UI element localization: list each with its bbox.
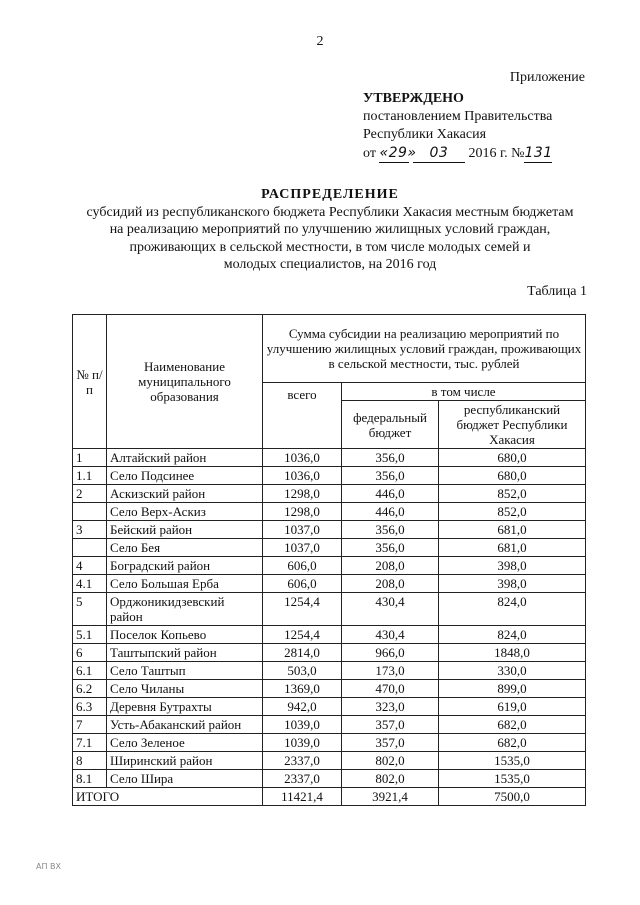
row-name: Село Шира — [107, 770, 263, 788]
row-total: 1039,0 — [263, 716, 342, 734]
row-federal: 357,0 — [342, 734, 439, 752]
row-name: Село Верх-Аскиз — [107, 503, 263, 521]
row-name: Аскизский район — [107, 485, 263, 503]
row-num: 3 — [73, 521, 107, 539]
row-total: 1037,0 — [263, 521, 342, 539]
table-row — [73, 626, 586, 644]
row-total: 1036,0 — [263, 449, 342, 467]
total-label: ИТОГО — [73, 788, 263, 806]
row-regional: 398,0 — [439, 557, 586, 575]
row-num: 6.1 — [73, 662, 107, 680]
header-federal: федеральный бюджет — [342, 401, 439, 449]
title-heading: РАСПРЕДЕЛЕНИЕ — [261, 187, 399, 202]
row-name: Село Бея — [107, 539, 263, 557]
table-row — [73, 449, 586, 467]
row-total: 1254,4 — [263, 626, 342, 644]
total-row — [73, 788, 586, 806]
row-regional: 681,0 — [439, 539, 586, 557]
row-regional: 824,0 — [439, 593, 586, 626]
title-line3: проживающих в сельской местности, в том числе молодых семей и — [129, 239, 531, 255]
row-name: Алтайский район — [107, 449, 263, 467]
row-regional: 852,0 — [439, 485, 586, 503]
approval-block — [363, 90, 552, 163]
approved-label: УТВЕРЖДЕНО — [363, 91, 464, 106]
row-regional: 398,0 — [439, 575, 586, 593]
row-name: Село Зеленое — [107, 734, 263, 752]
page-number: 2 — [316, 34, 324, 49]
table-row — [73, 770, 586, 788]
row-regional: 852,0 — [439, 503, 586, 521]
row-federal: 446,0 — [342, 503, 439, 521]
header-sum: Сумма субсидии на реализацию мероприятий по улучшению жилищных условий граждан, проживающих в сельской местности, тыс. рублей — [263, 315, 586, 383]
row-federal: 966,0 — [342, 644, 439, 662]
row-federal: 356,0 — [342, 449, 439, 467]
row-name: Село Подсинее — [107, 467, 263, 485]
row-regional: 1535,0 — [439, 752, 586, 770]
header-including: в том числе — [342, 383, 586, 401]
row-name: Бейский район — [107, 521, 263, 539]
row-num: 1.1 — [73, 467, 107, 485]
row-num: 7 — [73, 716, 107, 734]
row-federal: 173,0 — [342, 662, 439, 680]
table-row — [73, 716, 586, 734]
table-row — [73, 467, 586, 485]
row-federal: 446,0 — [342, 485, 439, 503]
date-month: 03 — [413, 144, 465, 163]
row-federal: 356,0 — [342, 521, 439, 539]
row-num: 7.1 — [73, 734, 107, 752]
table-body — [73, 449, 586, 788]
row-regional: 681,0 — [439, 521, 586, 539]
table-row — [73, 644, 586, 662]
table-row — [73, 752, 586, 770]
title-line4: молодых специалистов, на 2016 год — [223, 257, 437, 272]
table-row — [73, 521, 586, 539]
header-num: № п/п — [73, 315, 107, 449]
row-regional: 680,0 — [439, 467, 586, 485]
row-name: Боградский район — [107, 557, 263, 575]
row-federal: 470,0 — [342, 680, 439, 698]
row-total: 1298,0 — [263, 485, 342, 503]
table-row — [73, 539, 586, 557]
appendix-label: Приложение — [509, 70, 585, 85]
row-regional: 619,0 — [439, 698, 586, 716]
row-num: 8 — [73, 752, 107, 770]
footer-mark: АП ВХ — [36, 862, 61, 871]
row-name: Деревня Бутрахты — [107, 698, 263, 716]
subsidy-table — [72, 314, 586, 806]
row-regional: 682,0 — [439, 734, 586, 752]
row-total: 1036,0 — [263, 467, 342, 485]
table-row — [73, 593, 586, 626]
header-name: Наименование муниципального образования — [107, 315, 263, 449]
row-regional: 899,0 — [439, 680, 586, 698]
row-num: 8.1 — [73, 770, 107, 788]
document-title — [0, 186, 640, 274]
total-regional: 7500,0 — [439, 788, 586, 806]
title-line2: на реализацию мероприятий по улучшению жилищных условий граждан, — [109, 222, 551, 237]
date-day: «29» — [379, 145, 417, 161]
row-total: 503,0 — [263, 662, 342, 680]
row-federal: 430,4 — [342, 626, 439, 644]
row-name: Ширинский район — [107, 752, 263, 770]
row-total: 1369,0 — [263, 680, 342, 698]
row-num: 5 — [73, 593, 107, 626]
title-line1: субсидий из республиканского бюджета Республики Хакасия местным бюджетам — [86, 204, 574, 220]
row-total: 942,0 — [263, 698, 342, 716]
row-total: 606,0 — [263, 557, 342, 575]
row-name: Село Большая Ерба — [107, 575, 263, 593]
table-row — [73, 734, 586, 752]
row-federal: 208,0 — [342, 575, 439, 593]
row-num: 4.1 — [73, 575, 107, 593]
row-total: 2337,0 — [263, 770, 342, 788]
row-federal: 430,4 — [342, 593, 439, 626]
row-total: 1254,4 — [263, 593, 342, 626]
date-prefix: от — [363, 146, 376, 161]
date-year: 2016 г. № — [468, 146, 525, 161]
row-regional: 824,0 — [439, 626, 586, 644]
row-federal: 802,0 — [342, 770, 439, 788]
row-num: 6.3 — [73, 698, 107, 716]
approved-line1: постановлением Правительства — [363, 109, 553, 124]
row-name: Орджоникидзевский район — [107, 593, 263, 626]
row-total: 2337,0 — [263, 752, 342, 770]
row-regional: 1848,0 — [439, 644, 586, 662]
row-num: 6.2 — [73, 680, 107, 698]
row-num — [73, 539, 107, 557]
row-federal: 208,0 — [342, 557, 439, 575]
row-federal: 356,0 — [342, 467, 439, 485]
table-row — [73, 662, 586, 680]
row-num: 5.1 — [73, 626, 107, 644]
table-label: Таблица 1 — [527, 284, 587, 299]
approval-date — [363, 144, 552, 163]
row-regional: 1535,0 — [439, 770, 586, 788]
row-total: 2814,0 — [263, 644, 342, 662]
row-name: Таштыпский район — [107, 644, 263, 662]
approved-line2: Республики Хакасия — [363, 127, 487, 142]
row-num: 6 — [73, 644, 107, 662]
row-num: 1 — [73, 449, 107, 467]
row-name: Село Таштып — [107, 662, 263, 680]
row-num: 4 — [73, 557, 107, 575]
doc-number: 131 — [524, 145, 553, 161]
row-num: 2 — [73, 485, 107, 503]
row-name: Поселок Копьево — [107, 626, 263, 644]
row-num — [73, 503, 107, 521]
table-row — [73, 680, 586, 698]
table-row — [73, 485, 586, 503]
row-name: Село Чиланы — [107, 680, 263, 698]
total-federal: 3921,4 — [342, 788, 439, 806]
row-total: 1039,0 — [263, 734, 342, 752]
row-federal: 802,0 — [342, 752, 439, 770]
row-federal: 323,0 — [342, 698, 439, 716]
row-regional: 682,0 — [439, 716, 586, 734]
row-total: 606,0 — [263, 575, 342, 593]
table-row — [73, 698, 586, 716]
row-regional: 680,0 — [439, 449, 586, 467]
table-row — [73, 557, 586, 575]
row-regional: 330,0 — [439, 662, 586, 680]
row-federal: 356,0 — [342, 539, 439, 557]
table-row — [73, 575, 586, 593]
row-total: 1298,0 — [263, 503, 342, 521]
header-total: всего — [263, 383, 342, 449]
header-regional: республиканский бюджет Республики Хакасия — [439, 401, 586, 449]
row-total: 1037,0 — [263, 539, 342, 557]
row-name: Усть-Абаканский район — [107, 716, 263, 734]
table-row — [73, 503, 586, 521]
row-federal: 357,0 — [342, 716, 439, 734]
total-sum: 11421,4 — [263, 788, 342, 806]
